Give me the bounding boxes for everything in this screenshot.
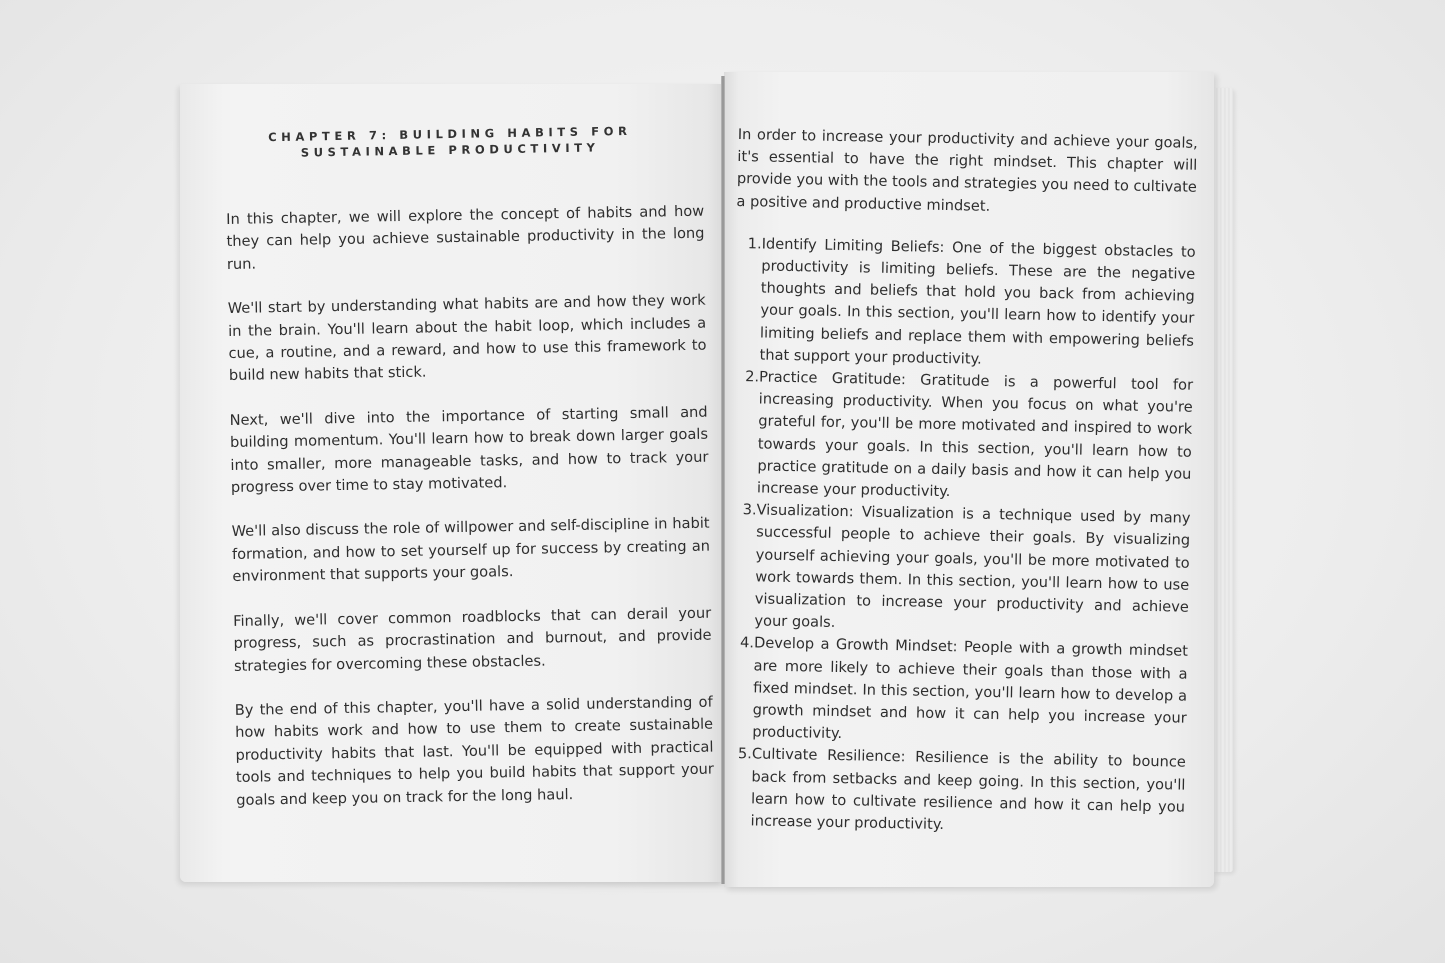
paragraph: Finally, we'll cover common roadblocks that can derail your progress, such as procrastination and burnout, and provide strategies for overcoming these obstacles. xyxy=(233,604,712,675)
left-page xyxy=(180,84,724,882)
paragraph: Next, we'll dive into the importance of starting small and building momentum. You'll learn how to break down larger goals into smaller, more manageable tasks, and how to track your progress over time to stay motivated. xyxy=(229,403,709,497)
list-number: 2. xyxy=(745,368,760,386)
right-page xyxy=(724,72,1214,887)
list-item xyxy=(743,233,1195,375)
list-number: 1. xyxy=(747,235,762,253)
left-page-body xyxy=(226,201,715,834)
list-number: 4. xyxy=(739,634,755,652)
paragraph: We'll start by understanding what habits are and how they work in the brain. You'll learn about the habit loop, which includes a cue, a routine, and a reward, and how to use this framework to build new habits that stick. xyxy=(227,291,707,385)
page-stack-edge xyxy=(1213,88,1233,872)
list-item-text: Develop a Growth Mindset: People with a growth mindset are more likely to achieve their goals than those with a fixed mindset. In this section, you'll learn how to develop a growth mindset and how it can help you increase your productivity. xyxy=(752,634,1189,743)
paragraph: In this chapter, we will explore the concept of habits and how they can help you achieve sustainable productivity in the long run. xyxy=(226,202,705,273)
list-item xyxy=(736,633,1188,753)
list-item xyxy=(734,744,1186,841)
paragraph: We'll also discuss the role of willpower and self-discipline in habit formation, and how to set yourself up for success by creating an environment that supports your goals. xyxy=(231,515,711,586)
list-item xyxy=(738,499,1190,641)
book-spine xyxy=(721,76,725,884)
intro-paragraph: In order to increase your productivity and achieve your goals, it's essential to have the right mindset. This chapter will provide you with the tools and strategies you need to cultivate a positive and productive mindset. xyxy=(736,125,1198,215)
list-item xyxy=(741,366,1193,508)
list-item-text: Identify Limiting Beliefs: One of the biggest obstacles to productivity is limiting beliefs. These are the negative thoughts and beliefs that hold you back from achieving your goals. In this section, you'll learn how to identify your limiting beliefs and replace them with empowering beliefs that support your productivity. xyxy=(759,235,1196,368)
paragraph: By the end of this chapter, you'll have a solid understanding of how habits work and how to use them to create sustainable productivity habits that last. You'll be equipped with practical tools and techniques to help you build habits that support your goals and keep you on track for the long haul. xyxy=(234,693,714,809)
numbered-list xyxy=(724,233,1195,841)
list-number: 3. xyxy=(742,501,757,519)
right-page-body xyxy=(724,124,1198,841)
list-number: 5. xyxy=(737,745,753,763)
chapter-title: CHAPTER 7: BUILDING HABITS FOR SUSTAINABLE PRODUCTIVITY xyxy=(268,123,632,160)
list-item-text: Practice Gratitude: Gratitude is a powerful tool for increasing productivity. When you focus on what you're grateful for, you'll be more motivated and inspired to work towards your goals. In this section, you'll learn how to practice gratitude on a daily basis and how it can help you increase your productivity. xyxy=(756,368,1194,501)
open-book xyxy=(180,72,1235,887)
list-item-text: Cultivate Resilience: Resilience is the ability to bounce back from setbacks and keep going. In this section, you'll learn how to cultivate resilience and how it can help you increase your productivity. xyxy=(750,745,1186,834)
list-item-text: Visualization: Visualization is a technique used by many successful people to achieve their goals. By visualizing yourself achieving your goals, you'll be more motivated to work towards them. In this section, you'll learn how to use visualization to increase your productivity and achieve your goals. xyxy=(754,501,1191,632)
